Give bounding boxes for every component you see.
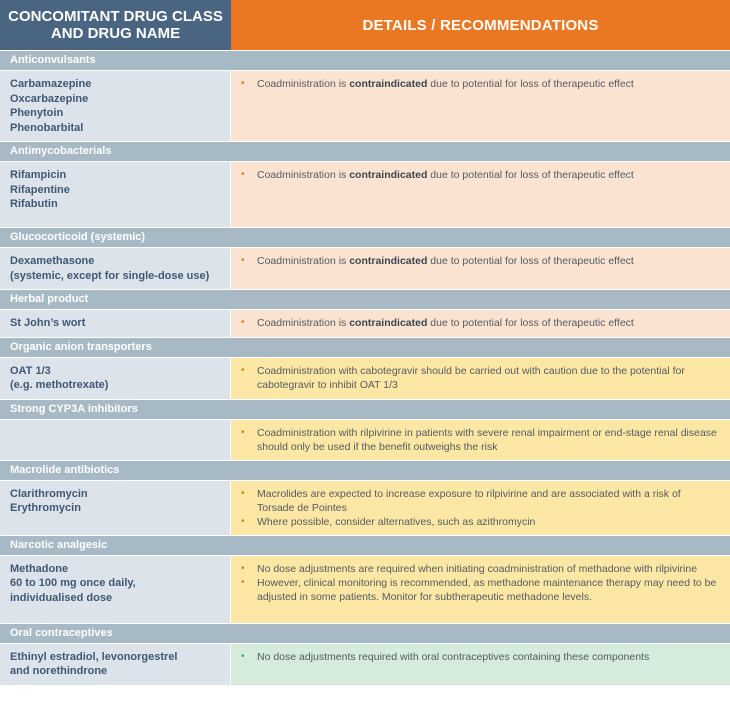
recommendation-text-part: Where possible, consider alternatives, such as azithromycin bbox=[257, 515, 536, 528]
bullet-icon: • bbox=[241, 650, 245, 662]
drug-names-cell bbox=[0, 481, 231, 535]
recommendation-item bbox=[241, 316, 718, 330]
recommendation-text bbox=[257, 650, 718, 664]
bullet-icon: • bbox=[241, 364, 245, 376]
recommendation-text bbox=[257, 316, 718, 330]
recommendation-item bbox=[241, 576, 718, 604]
drug-name: Clarithromycin bbox=[10, 487, 88, 500]
bullet-icon: • bbox=[241, 562, 245, 574]
header-recommendations: DETAILS / RECOMMENDATIONS bbox=[231, 0, 730, 50]
recommendation-emphasis: contraindicated bbox=[349, 78, 428, 90]
drug-names-cell bbox=[0, 162, 231, 227]
drug-names-cell bbox=[0, 71, 231, 141]
recommendation-item bbox=[241, 77, 718, 91]
drug-names-cell bbox=[0, 358, 231, 399]
recommendation-cell bbox=[231, 248, 730, 289]
drug-name: Dexamethasone bbox=[10, 255, 95, 267]
recommendation-text bbox=[257, 254, 718, 268]
recommendation-text-part: No dose adjustments are required when initiating coadministration of methadone with rilpivirine bbox=[257, 562, 698, 575]
recommendation-item bbox=[241, 515, 718, 529]
bullet-icon: • bbox=[241, 317, 245, 328]
category-header: Strong CYP3A inhibitors bbox=[0, 399, 730, 419]
recommendation-cell bbox=[231, 481, 730, 535]
table-row bbox=[0, 70, 730, 141]
recommendation-text-part: However, clinical monitoring is recommended, as methadone maintenance therapy may need to be adjusted in some patients. Monitor for subtherapeutic methadone levels. bbox=[257, 576, 717, 603]
category-header: Glucocorticoid (systemic) bbox=[0, 227, 730, 247]
table-row bbox=[0, 480, 730, 535]
drug-name: Carbamazepine bbox=[10, 78, 92, 90]
table-body bbox=[0, 50, 730, 685]
drug-name: Ethinyl estradiol, levonorgestrel bbox=[10, 650, 178, 663]
drug-name: (e.g. methotrexate) bbox=[10, 379, 109, 391]
recommendation-text-part: Coadministration is bbox=[257, 78, 350, 90]
recommendation-cell bbox=[231, 556, 730, 623]
drug-name: Oxcarbazepine bbox=[10, 92, 89, 105]
recommendation-text bbox=[257, 576, 718, 604]
header-drug-class: CONCOMITANT DRUG CLASS AND DRUG NAME bbox=[0, 0, 231, 50]
drug-name: Rifapentine bbox=[10, 183, 70, 196]
bullet-icon: • bbox=[241, 487, 245, 499]
recommendation-item bbox=[241, 168, 718, 182]
recommendation-item bbox=[241, 487, 718, 515]
recommendation-text-part: Coadministration with rilpivirine in patients with severe renal impairment or end-stage renal disease should only be used if the benefit outweighs the risk bbox=[257, 426, 717, 453]
drug-name: Phenytoin bbox=[10, 107, 64, 119]
recommendation-cell bbox=[231, 162, 730, 227]
recommendation-item bbox=[241, 562, 718, 576]
drug-name: Rifabutin bbox=[10, 198, 58, 210]
drug-names-cell bbox=[0, 310, 231, 337]
drug-name: Phenobarbital bbox=[10, 121, 84, 134]
category-header: Herbal product bbox=[0, 289, 730, 309]
recommendation-text-part: due to potential for loss of therapeutic effect bbox=[427, 169, 634, 181]
recommendation-text-part: Coadministration is bbox=[257, 317, 350, 329]
category-header: Narcotic analgesic bbox=[0, 535, 730, 555]
drug-name: Erythromycin bbox=[10, 502, 81, 514]
recommendation-item bbox=[241, 426, 718, 454]
table-row bbox=[0, 309, 730, 337]
recommendation-item bbox=[241, 650, 718, 664]
drug-name: Rifampicin bbox=[10, 169, 67, 181]
recommendation-emphasis: contraindicated bbox=[349, 169, 428, 181]
table-row bbox=[0, 643, 730, 685]
bullet-icon: • bbox=[241, 426, 245, 438]
recommendation-text-part: Coadministration with cabotegravir should be carried out with caution due to the potential for cabotegravir to inhibit OAT 1/3 bbox=[257, 364, 685, 391]
drug-name: 60 to 100 mg once daily, bbox=[10, 577, 136, 589]
recommendation-cell bbox=[231, 71, 730, 141]
drug-name: St John’s wort bbox=[10, 317, 86, 329]
recommendation-text-part: No dose adjustments required with oral contraceptives containing these components bbox=[257, 650, 650, 663]
table-header bbox=[0, 0, 730, 50]
category-header: Macrolide antibiotics bbox=[0, 460, 730, 480]
recommendation-text bbox=[257, 562, 718, 576]
recommendation-cell bbox=[231, 358, 730, 399]
recommendation-text-part: due to potential for loss of therapeutic effect bbox=[427, 78, 634, 90]
recommendation-cell bbox=[231, 420, 730, 460]
recommendation-text-part: Coadministration is bbox=[257, 255, 350, 267]
recommendation-text-part: Macrolides are expected to increase exposure to rilpivirine and are associated with a risk of Torsade de Pointes bbox=[257, 487, 681, 514]
bullet-icon: • bbox=[241, 255, 245, 266]
drug-name: Methadone bbox=[10, 562, 69, 575]
recommendation-emphasis: contraindicated bbox=[349, 255, 428, 267]
recommendation-text bbox=[257, 364, 718, 392]
recommendation-item bbox=[241, 364, 718, 392]
table-row bbox=[0, 247, 730, 289]
drug-names-cell bbox=[0, 644, 231, 685]
table-row bbox=[0, 357, 730, 399]
bullet-icon: • bbox=[241, 576, 245, 588]
drug-name: (systemic, except for single-dose use) bbox=[10, 269, 210, 282]
recommendation-text-part: due to potential for loss of therapeutic effect bbox=[427, 255, 634, 267]
category-header: Antimycobacterials bbox=[0, 141, 730, 161]
recommendation-text-part: due to potential for loss of therapeutic effect bbox=[427, 317, 634, 329]
category-header: Oral contraceptives bbox=[0, 623, 730, 643]
drug-names-cell bbox=[0, 556, 231, 623]
drug-name: and norethindrone bbox=[10, 665, 108, 677]
recommendation-item bbox=[241, 254, 718, 268]
drug-names-cell bbox=[0, 420, 231, 460]
recommendation-text bbox=[257, 426, 718, 454]
table-row bbox=[0, 419, 730, 460]
recommendation-cell bbox=[231, 310, 730, 337]
recommendation-text bbox=[257, 168, 718, 182]
table-row bbox=[0, 555, 730, 623]
drug-names-cell bbox=[0, 248, 231, 289]
category-header: Organic anion transporters bbox=[0, 337, 730, 357]
drug-name: individualised dose bbox=[10, 591, 113, 604]
recommendation-text bbox=[257, 515, 718, 529]
bullet-icon: • bbox=[241, 78, 245, 89]
recommendation-text bbox=[257, 487, 718, 515]
bullet-icon: • bbox=[241, 515, 245, 527]
recommendation-text bbox=[257, 77, 718, 91]
category-header: Anticonvulsants bbox=[0, 50, 730, 70]
drug-name: OAT 1/3 bbox=[10, 364, 51, 377]
recommendation-emphasis: contraindicated bbox=[349, 317, 428, 329]
recommendation-cell bbox=[231, 644, 730, 685]
bullet-icon: • bbox=[241, 169, 245, 180]
recommendation-text-part: Coadministration is bbox=[257, 169, 350, 181]
table-row bbox=[0, 161, 730, 227]
